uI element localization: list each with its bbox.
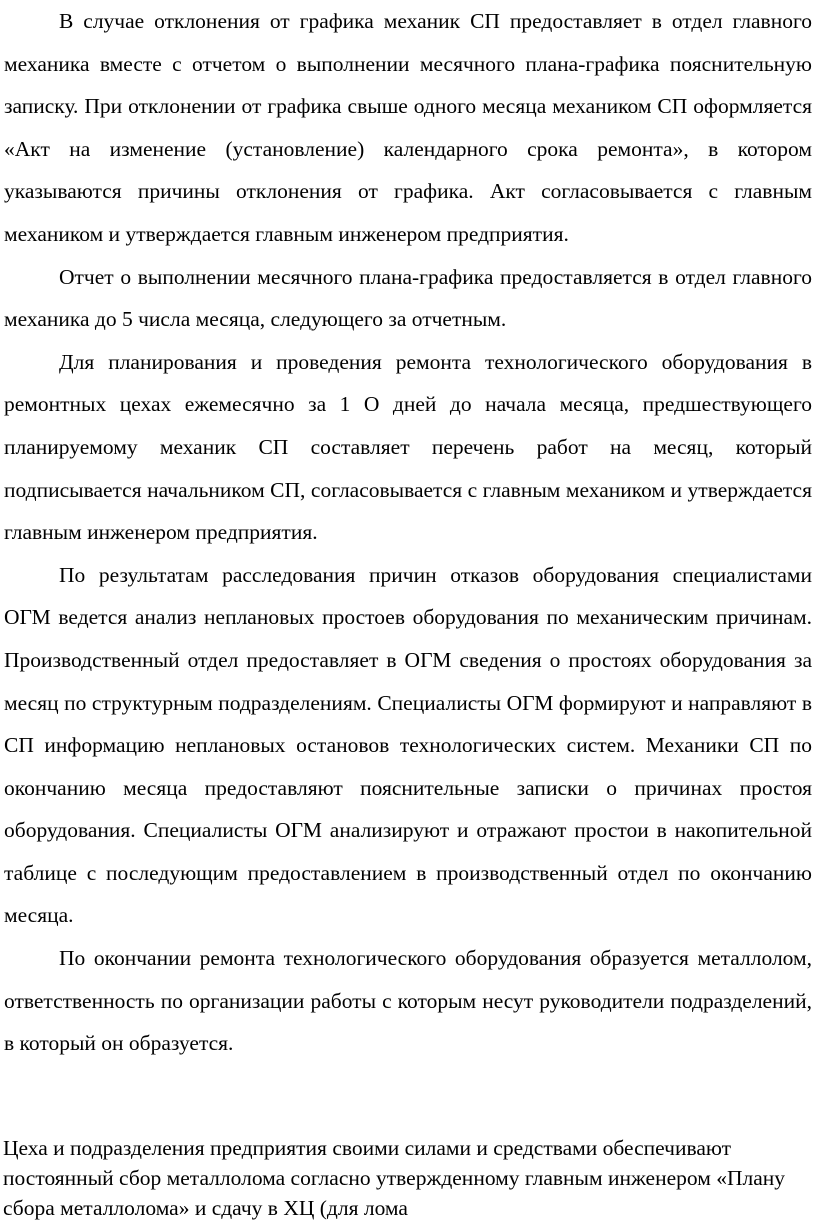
- paragraph-repair-planning: Для планирования и проведения ремонта технологического оборудования в ремонтных цехах ежемесячно за 1 О дней до начала месяца, предшествующего планируемому механик СП составляет перечень работ на месяц, который подписывается начальником СП, согласовывается с главным механиком и утверждается главным инженером предприятия.: [4, 349, 812, 545]
- paragraph-failure-analysis: По результатам расследования причин отказов оборудования специалистами ОГМ ведется анализ неплановых простоев оборудования по механическим причинам. Производственный отдел предоставляет в ОГМ сведения о простоях оборудования за месяц по структурным подразделениям. Специалисты ОГМ формируют и направляют в СП информацию неплановых остановов технологических систем. Механики СП по окончанию месяца предоставляют пояснительные записки о причинах простоя оборудования. Специалисты ОГМ анализируют и отражают простои в накопительной таблице с последующим предоставлением в производственный отдел по окончанию месяца.: [4, 562, 812, 928]
- paragraph-schedule-deviation: В случае отклонения от графика механик СП предоставляет в отдел главного механика вместе с отчетом о выполнении месячного плана-графика пояснительную записку. При отклонении от графика свыше одного месяца механиком СП оформляется «Акт на изменение (установление) календарного срока ремонта», в котором указываются причины отклонения от графика. Акт согласовывается с главным механиком и утверждается главным инженером предприятия.: [4, 9, 812, 246]
- paragraph-scrap-metal: По окончании ремонта технологического оборудования образуется металлолом, ответственность по организации работы с которым несут руководители подразделений, в который он образуется.: [4, 946, 812, 1056]
- paragraph-monthly-report: Отчет о выполнении месячного плана-графика предоставляется в отдел главного механика до 5 числа месяца, следующего за отчетным.: [4, 264, 812, 332]
- paragraph-scrap-collection: Цеха и подразделения предприятия своими силами и средствами обеспечивают постоянный сбор металлолома согласно утвержденному главным инженером «Плану сбора металлолома» и сдачу в ХЦ (для лома: [3, 1136, 786, 1220]
- document-body: [4, 0, 812, 1065]
